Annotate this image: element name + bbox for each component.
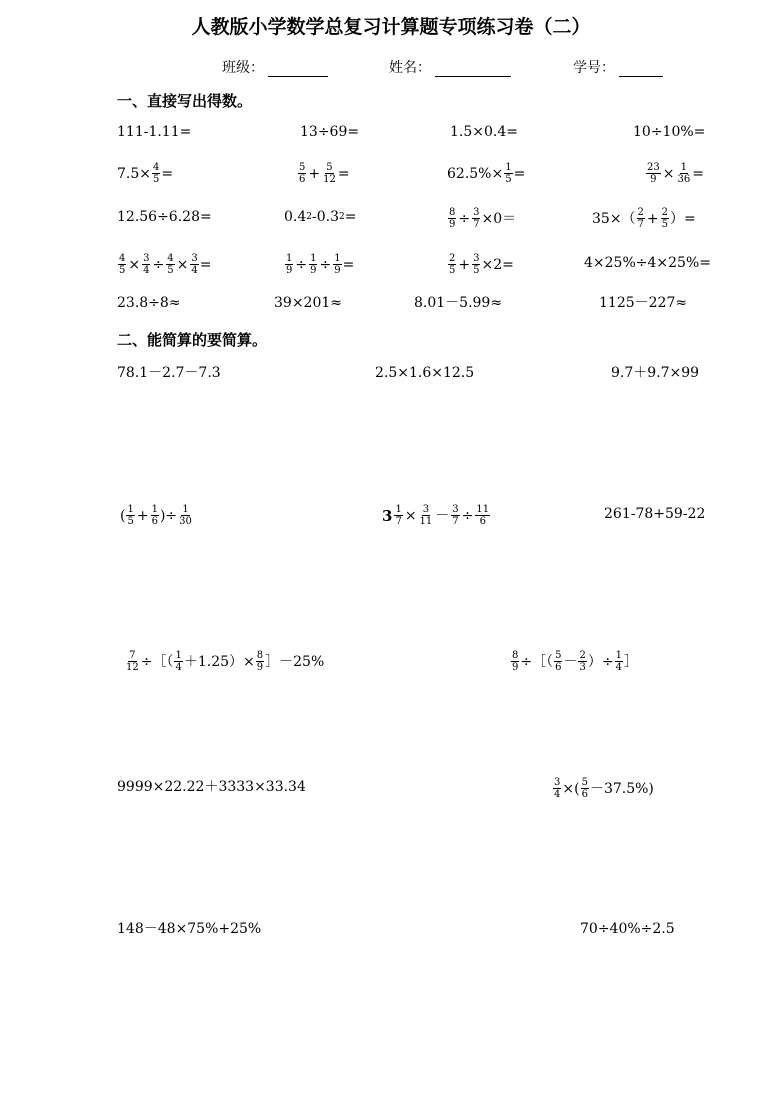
- problem-5-4: 1125－227≈: [599, 295, 688, 311]
- simplify-12: 70÷40%÷2.5: [580, 921, 675, 937]
- problem-4-1: $\frac{4}{5}$ × $\frac{3}{4}$ ÷ $\frac{4}{5}$ × $\frac{3}{4}$ =: [119, 253, 212, 276]
- problem-5-3: 8.01－5.99≈: [414, 295, 503, 311]
- problem-2-1: 7.5× $\frac{4}{5}$ =: [117, 162, 174, 185]
- class-field: [222, 57, 328, 77]
- simplify-7: $\frac{7}{12}$ ÷［（ $\frac{1}{4}$ ＋1.25）× $\frac{8}{9}$ ］－25%: [126, 650, 325, 673]
- class-blank[interactable]: [268, 60, 328, 77]
- problem-4-2: $\frac{1}{9}$ ÷ $\frac{1}{9}$ ÷ $\frac{1}{9}$ =: [286, 253, 355, 276]
- simplify-3: 9.7＋9.7×99: [611, 365, 700, 381]
- problem-3-3: $\frac{8}{9}$ ÷ $\frac{3}{7}$ ×0＝: [449, 207, 517, 230]
- id-label: 学号：: [573, 60, 615, 76]
- problem-3-4: 35×（ $\frac{2}{7}$ + $\frac{2}{5}$ ）=: [592, 207, 696, 230]
- name-field: [389, 57, 511, 77]
- problem-5-1: 23.8÷8≈: [117, 295, 181, 311]
- fraction: $\frac{4}{5}$: [153, 162, 160, 185]
- simplify-1: 78.1－2.7－7.3: [117, 365, 221, 381]
- id-blank[interactable]: [619, 60, 663, 77]
- id-field: [573, 57, 663, 77]
- problem-5-2: 39×201≈: [274, 295, 342, 311]
- problem-2-2: $\frac{5}{6}$ + $\frac{5}{12}$ =: [299, 162, 350, 185]
- simplify-4: ( $\frac{1}{5}$ + $\frac{1}{6}$ )÷ $\frac{1}{30}$: [120, 504, 192, 527]
- simplify-6: 261-78+59-22: [604, 506, 706, 522]
- problem-2-4: $\frac{23}{9}$ × $\frac{1}{36}$ =: [647, 162, 704, 185]
- simplify-5: 3 $\frac{1}{7}$ × $\frac{3}{11}$ － $\frac{3}{7}$ ÷ $\frac{11}{6}$: [382, 504, 490, 527]
- name-blank[interactable]: [435, 60, 511, 77]
- problem-1-4: 10÷10%=: [633, 124, 706, 140]
- section1-heading: 一、直接写出得数。: [117, 92, 253, 110]
- page-title: 人教版小学数学总复习计算题专项练习卷（二）: [191, 16, 591, 38]
- problem-1-3: 1.5×0.4=: [450, 124, 518, 140]
- simplify-2: 2.5×1.6×12.5: [375, 365, 475, 381]
- name-label: 姓名：: [389, 60, 431, 76]
- class-label: 班级：: [222, 60, 264, 76]
- simplify-8: $\frac{8}{9}$ ÷［（ $\frac{5}{6}$ － $\frac{2}{3}$ ）÷ $\frac{1}{4}$ ］: [512, 650, 638, 673]
- section2-heading: 二、能简算的要简算。: [117, 331, 268, 349]
- problem-3-1: 12.56÷6.28=: [117, 209, 212, 225]
- problem-1-2: 13÷69=: [300, 124, 360, 140]
- simplify-10: $\frac{3}{4}$ ×( $\frac{5}{6}$ －37.5%): [554, 777, 654, 800]
- problem-4-4: 4×25%÷4×25%=: [584, 255, 711, 271]
- simplify-11: 148－48×75%+25%: [117, 921, 262, 937]
- problem-4-3: $\frac{2}{5}$ + $\frac{3}{5}$ ×2=: [449, 253, 514, 276]
- problem-3-2: 0.4 2 -0.3 2 =: [284, 209, 357, 225]
- problem-2-3: 62.5%× $\frac{1}{5}$ =: [447, 162, 526, 185]
- simplify-9: 9999×22.22＋3333×33.34: [117, 779, 306, 795]
- problem-1-1: 111-1.11=: [117, 124, 192, 140]
